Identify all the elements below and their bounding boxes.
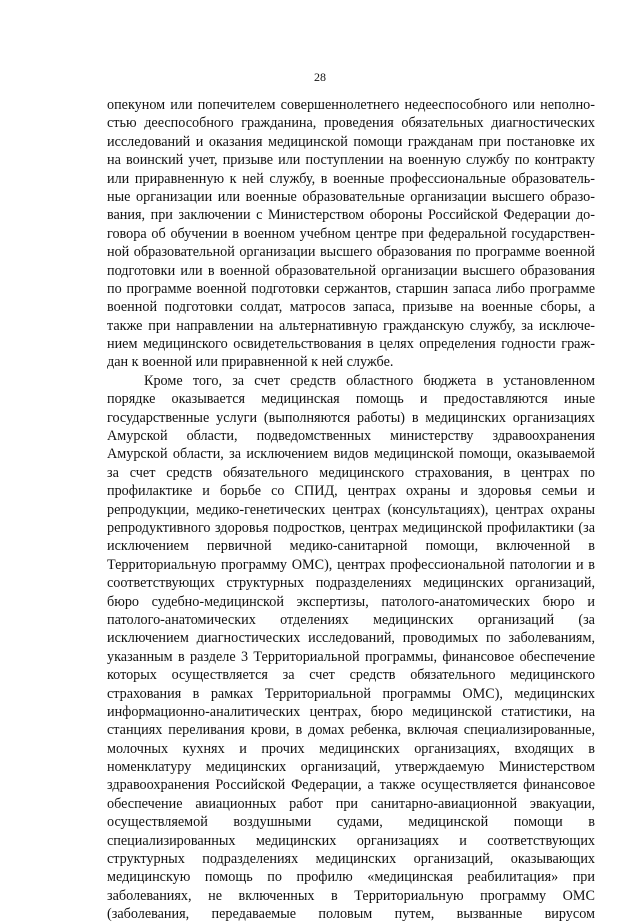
text-line: также при направлении на альтернативную гражданскую службу, за исключе- bbox=[107, 317, 595, 334]
text-line: на воинский учет, призыве или поступлении на военную службу по контракту bbox=[107, 152, 595, 169]
text-line: государственные услуги (выполняются работы) в медицинских организациях bbox=[107, 409, 595, 426]
text-line: соответствующих структурных подразделениях медицинских организаций, bbox=[107, 575, 595, 592]
text-line: Территориальную программу ОМС), центрах профессиональной патологии и в bbox=[107, 556, 595, 573]
text-line: опекуном или попечителем совершеннолетнего недееспособного или неполно- bbox=[107, 97, 595, 113]
text-line: репродуктивного здоровья подростков, центрах медицинской профилактики (за bbox=[107, 519, 595, 536]
text-line: подготовки или в военной образовательной организации высшего образования bbox=[107, 262, 595, 279]
text-line: (заболевания, передаваемые половым путем, вызванные вирусом bbox=[107, 906, 595, 923]
text-line: специализированных медицинских организациях и соответствующих bbox=[107, 832, 595, 849]
text-line: репродукции, медико-генетических центрах (консультациях), центрах охраны bbox=[107, 501, 595, 518]
text-line: осуществляемой воздушными судами, медицинской помощи в bbox=[107, 814, 595, 831]
text-line: по программе военной подготовки сержантов, старшин запаса либо программе bbox=[107, 280, 595, 297]
text-line: ные организации или военные образовательные организации высшего образо- bbox=[107, 188, 595, 205]
text-line: дан к военной или приравненной к ней службе. bbox=[107, 354, 394, 371]
text-line: которых осуществляется за счет средств обязательного медицинского bbox=[107, 667, 595, 684]
text-line: бюро судебно-медицинской экспертизы, патолого-анатомических бюро и bbox=[107, 593, 595, 610]
text-line: указанным в разделе 3 Территориальной программы, финансовое обеспечение bbox=[107, 648, 595, 665]
text-line: или приравненную к ней службу, в военные профессиональные образователь- bbox=[107, 170, 595, 187]
text-line: нием медицинского освидетельствования в целях определения годности граж- bbox=[107, 336, 595, 353]
text-line: станциях переливания крови, в домах ребенка, включая специализированные, bbox=[107, 722, 595, 739]
text-line: информационно-аналитических центрах, бюро медицинской статистики, на bbox=[107, 703, 595, 720]
text-line: Амурской области, подведомственных министерству здравоохранения bbox=[107, 428, 595, 445]
text-line: заболеваниях, не включенных в Территориальную программу ОМС bbox=[107, 887, 595, 904]
paragraph bbox=[107, 96, 595, 372]
page-number: 28 bbox=[314, 70, 326, 84]
text-line: профилактике и борьбе со СПИД, центрах охраны и здоровья семьи и bbox=[107, 483, 595, 500]
text-line: исключением первичной медико-санитарной помощи, включенной в bbox=[107, 538, 595, 555]
text-line: ной образовательной организации высшего образования по программе военной bbox=[107, 244, 595, 261]
text-line: Кроме того, за счет средств областного бюджета в установленном bbox=[144, 372, 595, 389]
text-line: Амурской области, за исключением видов медицинской помощи, оказываемой bbox=[107, 446, 595, 463]
text-line: страхования в рамках Территориальной программы ОМС), медицинских bbox=[107, 685, 595, 702]
text-line: порядке оказывается медицинская помощь и предоставляются иные bbox=[107, 391, 595, 408]
text-line: за счет средств обязательного медицинского страхования, в центрах по bbox=[107, 464, 595, 481]
text-line: исследований и оказания медицинской помощи гражданам при постановке их bbox=[107, 133, 595, 150]
paragraphs bbox=[107, 96, 595, 924]
text-line: структурных подразделениях медицинских организаций, оказывающих bbox=[107, 851, 595, 868]
text-line: исключением диагностических исследований, проводимых по заболеваниям, bbox=[107, 630, 595, 647]
text-line: говора об обучении в военном учебном центре при федеральной государствен- bbox=[107, 225, 595, 242]
text-line: молочных кухнях и прочих медицинских организациях, входящих в bbox=[107, 740, 595, 757]
body-text bbox=[107, 96, 595, 924]
text-line: стью дееспособного гражданина, проведения обязательных диагностических bbox=[107, 115, 595, 132]
paragraph bbox=[107, 372, 595, 924]
text-line: военной подготовки солдат, матросов запаса, призыве на военные сборы, а bbox=[107, 299, 595, 316]
text-line: обеспечение авиационных работ при санитарно-авиационной эвакуации, bbox=[107, 795, 595, 812]
text-line: номенклатуру медицинских организаций, утверждаемую Министерством bbox=[107, 759, 595, 776]
text-line: вания, при заключении с Министерством обороны Российской Федерации до- bbox=[107, 207, 595, 224]
text-line: здравоохранения Российской Федерации, а также осуществляется финансовое bbox=[107, 777, 595, 794]
text-line: патолого-анатомических отделениях медицинских организаций (за bbox=[107, 611, 595, 628]
text-line: медицинскую помощь по профилю «медицинская реабилитация» при bbox=[107, 869, 595, 886]
